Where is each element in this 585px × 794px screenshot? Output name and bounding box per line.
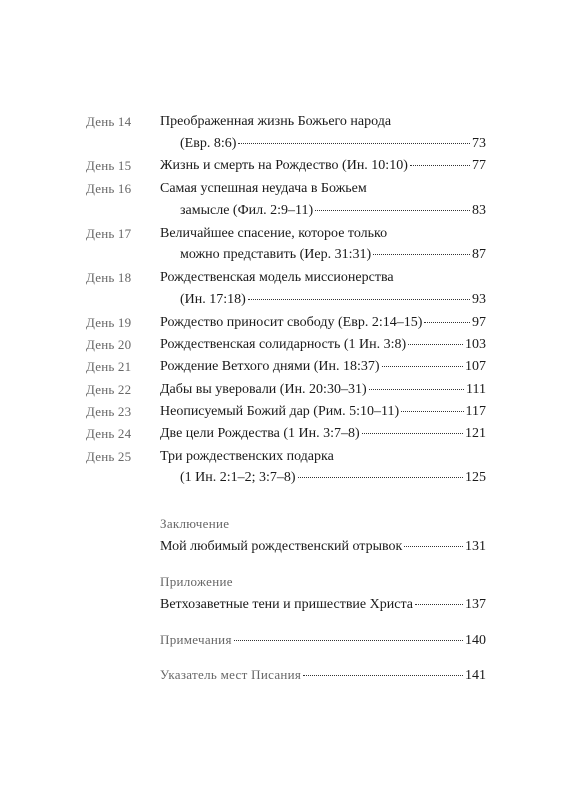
toc-entry-line xyxy=(180,291,486,309)
toc-entry-title: Рождественская модель миссионерства xyxy=(160,270,394,285)
toc-page-number: 83 xyxy=(472,203,486,218)
toc-entry-line xyxy=(160,381,486,399)
toc-entry-title: Неописуемый Божий дар (Рим. 5:10–11) xyxy=(160,404,400,419)
leader-dots xyxy=(401,411,463,412)
toc-day-label: День 17 xyxy=(86,226,132,241)
toc-entry-line xyxy=(160,631,486,649)
toc-entry-line xyxy=(180,469,486,487)
toc-entry-title-cont: можно представить (Иер. 31:31) xyxy=(180,247,372,262)
toc-entry-title: Три рождественских подарка xyxy=(160,449,334,464)
toc-entry-title: Дабы вы уверовали (Ин. 20:30–31) xyxy=(160,382,367,397)
toc-page-number: 93 xyxy=(472,292,486,307)
toc-page-number: 73 xyxy=(472,136,486,151)
toc-page-number: 125 xyxy=(465,470,486,485)
toc-day-label: День 23 xyxy=(86,404,132,419)
leader-dots xyxy=(315,210,470,211)
leader-dots xyxy=(410,165,470,166)
toc-entry-line xyxy=(160,336,486,354)
toc-page-number: 137 xyxy=(465,597,486,612)
toc-entry-title: Преображенная жизнь Божьего народа xyxy=(160,114,392,129)
toc-day-label: День 18 xyxy=(86,270,132,285)
toc-entry-title: Две цели Рождества (1 Ин. 3:7–8) xyxy=(160,426,360,441)
toc-entry-title: Самая успешная неудача в Божьем xyxy=(160,181,367,196)
leader-dots xyxy=(373,254,470,255)
toc-page-number: 117 xyxy=(465,404,486,419)
toc-page-number: 111 xyxy=(466,382,486,397)
leader-dots xyxy=(362,433,463,434)
toc-entry-title-cont: (Ин. 17:18) xyxy=(180,292,246,307)
toc-entry-title-index: Указатель мест Писания xyxy=(160,667,302,682)
leader-dots xyxy=(369,389,464,390)
toc-entry-title: Мой любимый рождественский отрывок xyxy=(160,539,403,554)
toc-entry-title: Рождество приносит свободу (Евр. 2:14–15) xyxy=(160,315,423,330)
leader-dots xyxy=(408,344,463,345)
leader-dots xyxy=(404,546,463,547)
toc-day-label: День 19 xyxy=(86,315,132,330)
toc-entry-title: Рождественская солидарность (1 Ин. 3:8) xyxy=(160,337,407,352)
leader-dots xyxy=(234,640,463,641)
toc-page-number: 141 xyxy=(465,668,486,683)
section-heading-appendix: Приложение xyxy=(160,574,233,589)
leader-dots xyxy=(382,366,463,367)
toc-page-number: 140 xyxy=(465,633,486,648)
toc-entry-title: Ветхозаветные тени и пришествие Христа xyxy=(160,597,413,612)
toc-entry-title-cont: (Евр. 8:6) xyxy=(180,136,237,151)
toc-day-label: День 22 xyxy=(86,382,132,397)
leader-dots xyxy=(424,322,470,323)
leader-dots xyxy=(298,477,463,478)
toc-day-label: День 14 xyxy=(86,114,132,129)
toc-day-label: День 16 xyxy=(86,181,132,196)
toc-entry-line xyxy=(160,596,486,614)
toc-page-number: 103 xyxy=(465,337,486,352)
toc-day-label: День 15 xyxy=(86,158,132,173)
toc-entry-line xyxy=(160,425,486,443)
toc-entry-title-cont: (1 Ин. 2:1–2; 3:7–8) xyxy=(180,470,296,485)
leader-dots xyxy=(303,675,463,676)
toc-entry-line xyxy=(160,157,486,175)
toc-entry-line xyxy=(160,358,486,376)
toc-day-label: День 21 xyxy=(86,359,132,374)
toc-page-number: 77 xyxy=(472,158,486,173)
toc-entry-title: Жизнь и смерть на Рождество (Ин. 10:10) xyxy=(160,158,408,173)
leader-dots xyxy=(415,604,463,605)
toc-entry-title: Рождение Ветхого днями (Ин. 18:37) xyxy=(160,359,380,374)
toc-page-number: 87 xyxy=(472,247,486,262)
toc-entry-line xyxy=(180,135,486,153)
leader-dots xyxy=(248,299,470,300)
toc-entry-title-notes: Примечания xyxy=(160,632,232,647)
toc-entry-title-cont: замысле (Фил. 2:9–11) xyxy=(180,203,314,218)
toc-entry-line xyxy=(160,403,486,421)
toc-entry-line xyxy=(160,666,486,684)
toc-entry-line xyxy=(160,538,486,556)
toc-entry-title: Величайшее спасение, которое только xyxy=(160,226,388,241)
toc-day-label: День 25 xyxy=(86,449,132,464)
toc-entry-line xyxy=(160,314,486,332)
toc-entry-line xyxy=(180,246,486,264)
toc-entry-line xyxy=(180,202,486,220)
leader-dots xyxy=(238,143,470,144)
toc-day-label: День 24 xyxy=(86,426,132,441)
toc-page-number: 121 xyxy=(465,426,486,441)
toc-page-number: 97 xyxy=(472,315,486,330)
toc-page-number: 107 xyxy=(465,359,486,374)
section-heading-conclusion: Заключение xyxy=(160,516,230,531)
toc-page-number: 131 xyxy=(465,539,486,554)
toc-day-label: День 20 xyxy=(86,337,132,352)
